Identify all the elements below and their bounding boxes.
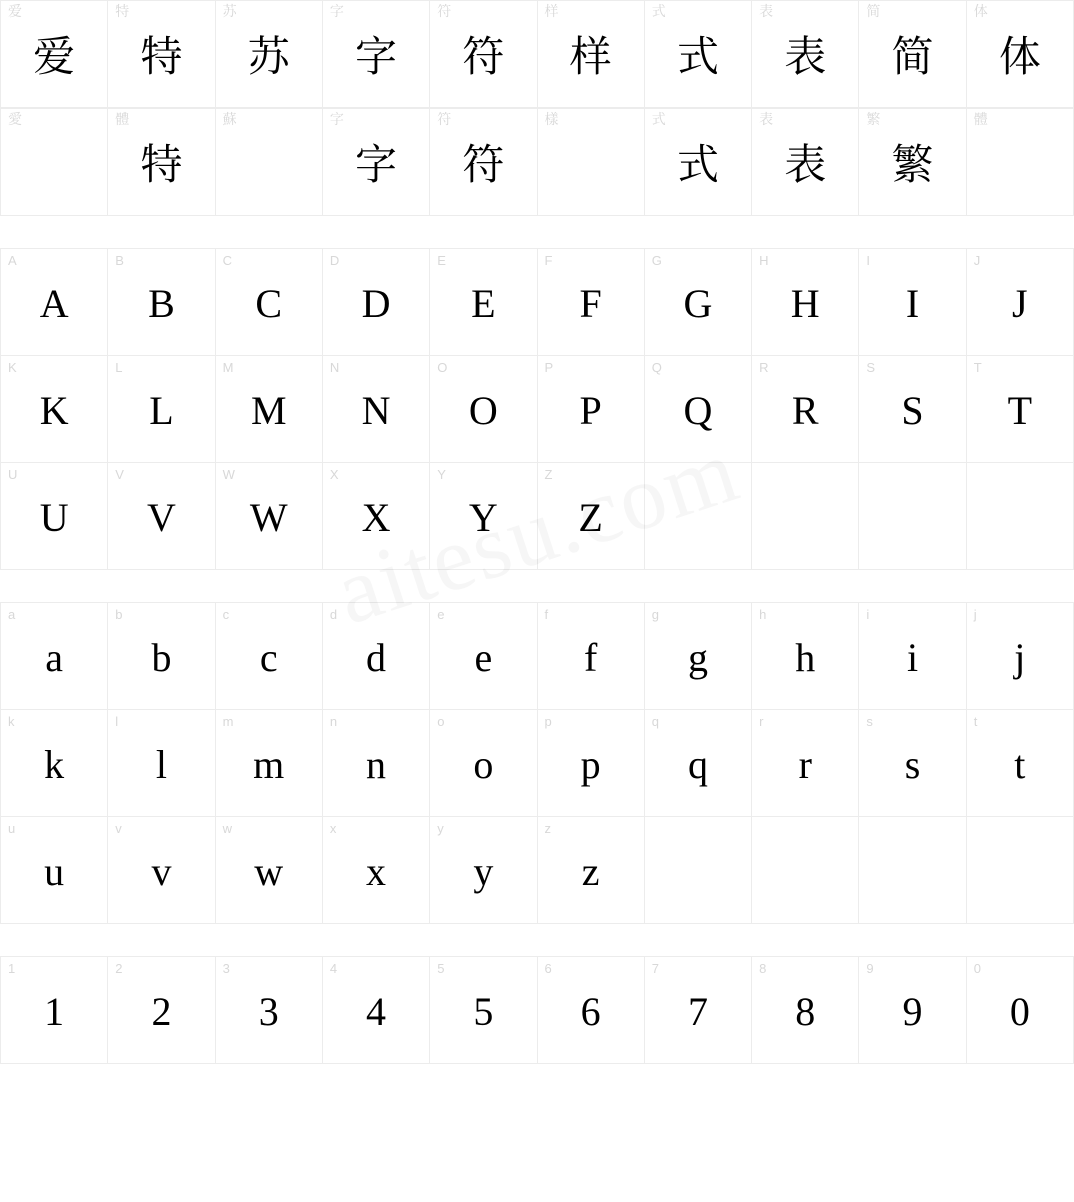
glyph-code-label: B bbox=[115, 253, 124, 268]
glyph-cell[interactable] bbox=[430, 109, 537, 216]
glyph-sample: T bbox=[1007, 388, 1033, 433]
glyph-code-label: f bbox=[544, 607, 549, 622]
glyph-code-label: j bbox=[973, 607, 977, 622]
glyph-code-label: 简 bbox=[866, 5, 881, 20]
glyph-code-label: Y bbox=[437, 467, 446, 482]
glyph-cell[interactable] bbox=[216, 817, 323, 924]
glyph-cell[interactable] bbox=[538, 710, 645, 817]
glyph-code-label: T bbox=[973, 360, 982, 375]
glyph-cell[interactable] bbox=[1, 109, 108, 216]
glyph-code-label: E bbox=[437, 253, 446, 268]
glyph-code-label: b bbox=[115, 607, 123, 622]
glyph-sample: 5 bbox=[473, 989, 494, 1034]
glyph-code-label: M bbox=[222, 360, 234, 375]
glyph-cell[interactable] bbox=[323, 957, 430, 1064]
glyph-code-label: 特 bbox=[115, 5, 130, 20]
glyph-cell[interactable] bbox=[752, 817, 859, 924]
glyph-cell[interactable] bbox=[752, 249, 859, 356]
glyph-code-label: 表 bbox=[759, 113, 774, 128]
glyph-cell[interactable] bbox=[216, 603, 323, 710]
glyph-code-label: v bbox=[115, 821, 122, 836]
glyph-cell[interactable] bbox=[752, 710, 859, 817]
glyph-code-label: w bbox=[222, 821, 232, 836]
glyph-sample: G bbox=[683, 281, 713, 326]
glyph-code-label: x bbox=[329, 821, 337, 836]
glyph-cell[interactable] bbox=[752, 109, 859, 216]
glyph-cell[interactable] bbox=[1, 463, 108, 570]
lowercase-block bbox=[0, 602, 1074, 924]
glyph-cell[interactable] bbox=[859, 356, 966, 463]
glyph-cell[interactable] bbox=[1, 957, 108, 1064]
glyph-cell[interactable] bbox=[967, 356, 1074, 463]
glyph-code-label: u bbox=[8, 821, 16, 836]
glyph-cell[interactable] bbox=[216, 356, 323, 463]
glyph-cell[interactable] bbox=[323, 1, 430, 108]
glyph-code-label: o bbox=[437, 714, 445, 729]
glyph-code-label: R bbox=[759, 360, 769, 375]
glyph-cell[interactable] bbox=[108, 710, 215, 817]
glyph-sample: y bbox=[473, 849, 494, 894]
glyph-sample: 符 bbox=[462, 143, 505, 189]
glyph-sample: h bbox=[795, 635, 816, 680]
glyph-cell[interactable] bbox=[1, 710, 108, 817]
glyph-sample: z bbox=[581, 849, 600, 894]
glyph-cell[interactable] bbox=[1, 603, 108, 710]
glyph-cell[interactable] bbox=[1, 249, 108, 356]
glyph-cell[interactable] bbox=[216, 957, 323, 1064]
glyph-code-label: 3 bbox=[222, 961, 230, 976]
glyph-sample: a bbox=[45, 635, 64, 680]
glyph-sample: Z bbox=[578, 495, 603, 540]
glyph-sample: 爱 bbox=[33, 35, 76, 81]
glyph-code-label: d bbox=[329, 607, 338, 622]
glyph-cell[interactable] bbox=[752, 957, 859, 1064]
glyph-cell[interactable] bbox=[859, 249, 966, 356]
glyph-code-label: Z bbox=[544, 467, 553, 482]
glyph-sample: 2 bbox=[151, 989, 172, 1034]
glyph-cell[interactable] bbox=[538, 603, 645, 710]
glyph-code-label: 6 bbox=[544, 961, 552, 976]
glyph-cell[interactable] bbox=[430, 463, 537, 570]
glyph-code-label: H bbox=[759, 253, 769, 268]
glyph-code-label: 7 bbox=[651, 961, 660, 976]
glyph-cell[interactable] bbox=[216, 1, 323, 108]
glyph-sample: t bbox=[1014, 742, 1026, 787]
glyph-sample: b bbox=[151, 635, 172, 680]
glyph-code-label: y bbox=[437, 821, 444, 836]
glyph-sample: H bbox=[790, 281, 820, 326]
glyph-code-label: 样 bbox=[544, 5, 559, 20]
glyph-code-label: 愛 bbox=[8, 113, 22, 128]
glyph-code-label: W bbox=[222, 467, 235, 482]
glyph-cell[interactable] bbox=[967, 463, 1074, 570]
glyph-code-label: F bbox=[544, 253, 553, 268]
glyph-code-label: 繁 bbox=[866, 113, 881, 128]
glyph-sample: R bbox=[791, 388, 819, 433]
glyph-cell[interactable] bbox=[538, 109, 645, 216]
glyph-cell[interactable] bbox=[1, 817, 108, 924]
glyph-sample: 字 bbox=[355, 35, 398, 81]
glyph-code-label: h bbox=[759, 607, 767, 622]
glyph-cell[interactable] bbox=[645, 817, 752, 924]
glyph-code-label: t bbox=[973, 714, 978, 729]
glyph-code-label: G bbox=[651, 253, 662, 268]
glyph-sample: p bbox=[580, 742, 601, 787]
glyph-code-label: Q bbox=[651, 360, 662, 375]
glyph-cell[interactable] bbox=[752, 603, 859, 710]
glyph-cell[interactable] bbox=[430, 710, 537, 817]
glyph-cell[interactable] bbox=[859, 957, 966, 1064]
glyph-code-label: e bbox=[437, 607, 445, 622]
glyph-code-label: g bbox=[651, 607, 660, 622]
glyph-code-label: 式 bbox=[651, 5, 666, 20]
glyph-code-label: 4 bbox=[329, 961, 338, 976]
glyph-code-label: 符 bbox=[437, 5, 452, 20]
glyph-cell[interactable] bbox=[108, 109, 215, 216]
glyph-cell[interactable] bbox=[323, 109, 430, 216]
glyph-code-label: 式 bbox=[651, 113, 666, 128]
glyph-cell[interactable] bbox=[645, 463, 752, 570]
glyph-sample: e bbox=[474, 635, 493, 680]
glyph-sample: B bbox=[148, 281, 175, 326]
glyph-cell[interactable] bbox=[1, 1, 108, 108]
glyph-sample: k bbox=[44, 742, 65, 787]
glyph-sample: Q bbox=[683, 388, 713, 433]
glyph-code-label: J bbox=[973, 253, 981, 268]
glyph-code-label: 字 bbox=[329, 5, 344, 20]
glyph-sample: 0 bbox=[1009, 989, 1030, 1034]
glyph-code-label: k bbox=[8, 714, 15, 729]
glyph-cell[interactable] bbox=[108, 817, 215, 924]
glyph-code-label: 體 bbox=[973, 113, 988, 128]
glyph-cell[interactable] bbox=[645, 603, 752, 710]
glyph-sample: 特 bbox=[140, 35, 183, 81]
glyph-sample: V bbox=[147, 495, 176, 540]
glyph-cell[interactable] bbox=[538, 1, 645, 108]
glyph-code-label: n bbox=[329, 714, 338, 729]
glyph-sample: C bbox=[255, 281, 283, 326]
glyph-cell[interactable] bbox=[430, 249, 537, 356]
glyph-sample: A bbox=[39, 281, 69, 326]
glyph-sample: c bbox=[259, 635, 278, 680]
glyph-cell[interactable] bbox=[645, 710, 752, 817]
glyph-code-label: i bbox=[866, 607, 870, 622]
glyph-sample: 表 bbox=[784, 143, 827, 189]
glyph-code-label: 5 bbox=[437, 961, 445, 976]
glyph-code-label: V bbox=[115, 467, 124, 482]
glyph-cell[interactable] bbox=[323, 356, 430, 463]
glyph-code-label: c bbox=[222, 607, 230, 622]
glyph-sample: K bbox=[39, 388, 69, 433]
glyph-code-label: U bbox=[8, 467, 18, 482]
cjk-simplified-row bbox=[0, 0, 1074, 108]
glyph-sample: w bbox=[254, 849, 284, 894]
glyph-code-label: 1 bbox=[8, 961, 16, 976]
glyph-sample: M bbox=[250, 388, 287, 433]
glyph-code-label: 爱 bbox=[8, 5, 22, 20]
glyph-sample: O bbox=[468, 388, 498, 433]
glyph-sample: 繁 bbox=[891, 143, 934, 189]
glyph-code-label: 苏 bbox=[222, 5, 237, 20]
glyph-cell[interactable] bbox=[859, 603, 966, 710]
glyph-code-label: 0 bbox=[973, 961, 981, 976]
glyph-sample: J bbox=[1012, 281, 1028, 326]
glyph-code-label: I bbox=[866, 253, 871, 268]
glyph-sample: 体 bbox=[998, 35, 1041, 81]
glyph-sample: o bbox=[473, 742, 494, 787]
glyph-code-label: l bbox=[115, 714, 119, 729]
glyph-code-label: r bbox=[759, 714, 764, 729]
glyph-code-label: A bbox=[8, 253, 17, 268]
glyph-code-label: 表 bbox=[759, 5, 774, 20]
glyph-code-label: C bbox=[222, 253, 232, 268]
glyph-sample: l bbox=[155, 742, 167, 787]
glyph-cell[interactable] bbox=[967, 1, 1074, 108]
glyph-cell[interactable] bbox=[430, 817, 537, 924]
glyph-cell[interactable] bbox=[323, 249, 430, 356]
glyph-sample: S bbox=[901, 388, 924, 433]
glyph-sample: d bbox=[366, 635, 387, 680]
glyph-sample: E bbox=[471, 281, 496, 326]
glyph-cell[interactable] bbox=[108, 356, 215, 463]
glyph-code-label: z bbox=[544, 821, 551, 836]
cjk-traditional-row bbox=[0, 108, 1074, 216]
glyph-cell[interactable] bbox=[430, 356, 537, 463]
glyph-code-label: L bbox=[115, 360, 123, 375]
glyph-sample: 7 bbox=[687, 989, 708, 1034]
glyph-sample: q bbox=[687, 742, 708, 787]
glyph-cell[interactable] bbox=[430, 957, 537, 1064]
glyph-cell[interactable] bbox=[216, 463, 323, 570]
glyph-cell[interactable] bbox=[967, 817, 1074, 924]
glyph-sample: x bbox=[366, 849, 387, 894]
glyph-code-label: N bbox=[329, 360, 340, 375]
glyph-cell[interactable] bbox=[967, 109, 1074, 216]
glyph-code-label: s bbox=[866, 714, 873, 729]
glyph-sample: r bbox=[798, 742, 812, 787]
glyph-sample: Y bbox=[468, 495, 498, 540]
glyph-cell[interactable] bbox=[323, 817, 430, 924]
glyph-sample: v bbox=[151, 849, 172, 894]
glyph-cell[interactable] bbox=[967, 603, 1074, 710]
glyph-sample: m bbox=[253, 742, 285, 787]
glyph-cell[interactable] bbox=[108, 957, 215, 1064]
glyph-cell[interactable] bbox=[216, 109, 323, 216]
glyph-cell[interactable] bbox=[323, 463, 430, 570]
glyph-cell[interactable] bbox=[859, 710, 966, 817]
glyph-cell[interactable] bbox=[108, 1, 215, 108]
glyph-sample: s bbox=[904, 742, 921, 787]
glyph-cell[interactable] bbox=[967, 957, 1074, 1064]
glyph-sample: 苏 bbox=[247, 35, 290, 81]
glyph-code-label: a bbox=[8, 607, 16, 622]
glyph-cell[interactable] bbox=[645, 1, 752, 108]
glyph-sample: N bbox=[361, 388, 391, 433]
glyph-cell[interactable] bbox=[752, 1, 859, 108]
glyph-code-label: m bbox=[222, 714, 234, 729]
glyph-sample: i bbox=[906, 635, 919, 680]
glyph-sample: 3 bbox=[258, 989, 279, 1034]
glyph-sample: D bbox=[361, 281, 391, 326]
glyph-code-label: 9 bbox=[866, 961, 874, 976]
glyph-sample: 4 bbox=[366, 989, 387, 1034]
glyph-cell[interactable] bbox=[1, 356, 108, 463]
glyph-cell[interactable] bbox=[859, 1, 966, 108]
glyph-cell[interactable] bbox=[538, 356, 645, 463]
glyph-cell[interactable] bbox=[752, 463, 859, 570]
glyph-sample: 样 bbox=[569, 35, 612, 81]
glyph-cell[interactable] bbox=[859, 817, 966, 924]
glyph-cell[interactable] bbox=[538, 249, 645, 356]
glyph-cell[interactable] bbox=[645, 356, 752, 463]
glyph-code-label: 8 bbox=[759, 961, 767, 976]
glyph-sample: g bbox=[687, 635, 708, 680]
glyph-sample: 9 bbox=[902, 989, 923, 1034]
glyph-sample: 式 bbox=[676, 143, 719, 189]
glyph-code-label: 體 bbox=[115, 113, 130, 128]
glyph-code-label: D bbox=[329, 253, 340, 268]
glyph-code-label: K bbox=[8, 360, 17, 375]
glyph-cell[interactable] bbox=[538, 817, 645, 924]
glyph-sample: 符 bbox=[462, 35, 505, 81]
glyph-sample: X bbox=[361, 495, 391, 540]
glyph-cell[interactable] bbox=[859, 109, 966, 216]
glyph-sample: 8 bbox=[795, 989, 816, 1034]
glyph-cell[interactable] bbox=[538, 957, 645, 1064]
glyph-sample: n bbox=[366, 742, 387, 787]
glyph-cell[interactable] bbox=[967, 710, 1074, 817]
glyph-code-label: 2 bbox=[115, 961, 123, 976]
glyph-sample: U bbox=[39, 495, 69, 540]
glyph-code-label: O bbox=[437, 360, 448, 375]
glyph-cell[interactable] bbox=[645, 109, 752, 216]
glyph-code-label: 蘇 bbox=[222, 113, 237, 128]
glyph-sample: 表 bbox=[784, 35, 827, 81]
glyph-cell[interactable] bbox=[108, 249, 215, 356]
glyph-cell[interactable] bbox=[108, 463, 215, 570]
glyph-cell[interactable] bbox=[216, 249, 323, 356]
glyph-sample: u bbox=[44, 849, 65, 894]
digits-block bbox=[0, 956, 1074, 1064]
glyph-sample: f bbox=[583, 635, 598, 680]
glyph-cell[interactable] bbox=[323, 710, 430, 817]
glyph-cell[interactable] bbox=[967, 249, 1074, 356]
glyph-sample: 1 bbox=[44, 989, 65, 1034]
glyph-cell[interactable] bbox=[108, 603, 215, 710]
glyph-cell[interactable] bbox=[323, 603, 430, 710]
glyph-code-label: S bbox=[866, 360, 876, 375]
uppercase-block bbox=[0, 248, 1074, 570]
glyph-cell[interactable] bbox=[430, 603, 537, 710]
glyph-cell[interactable] bbox=[538, 463, 645, 570]
glyph-code-label: 体 bbox=[973, 5, 988, 20]
glyph-cell[interactable] bbox=[752, 356, 859, 463]
glyph-sample: 特 bbox=[140, 143, 183, 189]
glyph-sample: 简 bbox=[891, 35, 934, 81]
glyph-sample: L bbox=[149, 388, 174, 433]
glyph-sample: F bbox=[579, 281, 602, 326]
glyph-sample: 式 bbox=[676, 35, 719, 81]
glyph-sample: 字 bbox=[355, 143, 398, 189]
glyph-sample: I bbox=[905, 281, 920, 326]
glyph-cell[interactable] bbox=[430, 1, 537, 108]
glyph-sample: j bbox=[1014, 635, 1026, 680]
glyph-code-label: P bbox=[544, 360, 554, 375]
glyph-sample: P bbox=[579, 388, 602, 433]
glyph-code-label: 符 bbox=[437, 113, 452, 128]
glyph-code-label: 樣 bbox=[544, 113, 559, 128]
glyph-cell[interactable] bbox=[859, 463, 966, 570]
glyph-sample: 6 bbox=[580, 989, 601, 1034]
glyph-cell[interactable] bbox=[216, 710, 323, 817]
glyph-code-label: p bbox=[544, 714, 552, 729]
glyph-sample: W bbox=[249, 495, 288, 540]
glyph-cell[interactable] bbox=[645, 957, 752, 1064]
glyph-code-label: X bbox=[329, 467, 339, 482]
glyph-cell[interactable] bbox=[645, 249, 752, 356]
glyph-code-label: q bbox=[651, 714, 660, 729]
glyph-code-label: 字 bbox=[329, 113, 344, 128]
